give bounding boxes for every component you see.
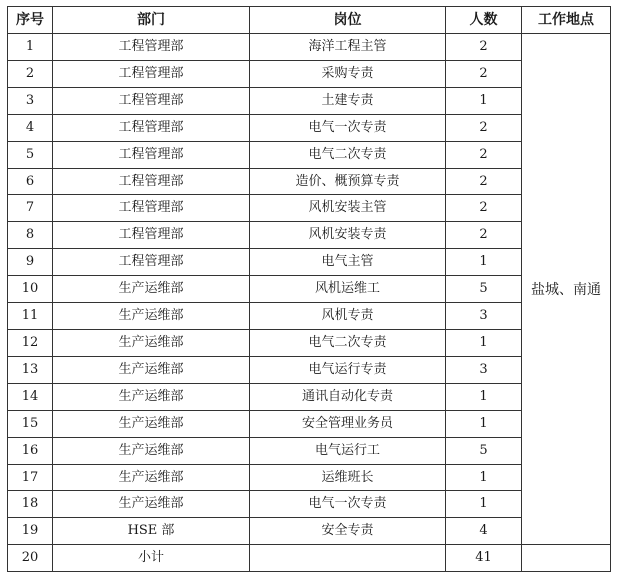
- cell-dept: 工程管理部: [53, 60, 250, 87]
- cell-dept: 生产运维部: [53, 329, 250, 356]
- table-row: [8, 195, 611, 222]
- table-row: [8, 249, 611, 276]
- cell-dept: 工程管理部: [53, 34, 250, 61]
- cell-seq: 18: [8, 491, 53, 518]
- header-seq: 序号: [8, 7, 53, 34]
- cell-count: 2: [446, 114, 522, 141]
- cell-count: 1: [446, 383, 522, 410]
- cell-post: 电气运行专责: [250, 356, 446, 383]
- cell-dept: 工程管理部: [53, 114, 250, 141]
- cell-post: 土建专责: [250, 87, 446, 114]
- cell-seq: 13: [8, 356, 53, 383]
- cell-dept: 工程管理部: [53, 222, 250, 249]
- table-row: [8, 34, 611, 61]
- cell-count: 1: [446, 491, 522, 518]
- cell-dept: 工程管理部: [53, 141, 250, 168]
- cell-dept: 生产运维部: [53, 276, 250, 303]
- table-row: [8, 303, 611, 330]
- cell-dept: 生产运维部: [53, 410, 250, 437]
- cell-post: 电气二次专责: [250, 141, 446, 168]
- cell-post: 海洋工程主管: [250, 34, 446, 61]
- header-location: 工作地点: [522, 7, 611, 34]
- table-row: [8, 276, 611, 303]
- cell-count: 1: [446, 249, 522, 276]
- header-post: 岗位: [250, 7, 446, 34]
- cell-seq: 19: [8, 518, 53, 545]
- cell-count: 2: [446, 60, 522, 87]
- cell-seq: 9: [8, 249, 53, 276]
- cell-count: 2: [446, 34, 522, 61]
- cell-post: 安全管理业务员: [250, 410, 446, 437]
- cell-count: 2: [446, 141, 522, 168]
- cell-count: 5: [446, 437, 522, 464]
- cell-count: 3: [446, 303, 522, 330]
- cell-seq: 14: [8, 383, 53, 410]
- cell-count: 2: [446, 222, 522, 249]
- cell-seq: 17: [8, 464, 53, 491]
- cell-seq: 2: [8, 60, 53, 87]
- cell-seq: 7: [8, 195, 53, 222]
- table-body: [8, 34, 611, 572]
- total-label: 小计: [53, 545, 250, 572]
- cell-dept: 工程管理部: [53, 87, 250, 114]
- cell-post: 电气二次专责: [250, 329, 446, 356]
- cell-post: 风机专责: [250, 303, 446, 330]
- table-row: [8, 60, 611, 87]
- cell-post: 通讯自动化专责: [250, 383, 446, 410]
- table-row: [8, 222, 611, 249]
- cell-dept: 生产运维部: [53, 383, 250, 410]
- table-row: [8, 87, 611, 114]
- cell-dept: 工程管理部: [53, 249, 250, 276]
- cell-count: 3: [446, 356, 522, 383]
- table-row: [8, 464, 611, 491]
- table-row: [8, 356, 611, 383]
- table-row: [8, 437, 611, 464]
- table-row: [8, 141, 611, 168]
- cell-dept: HSE 部: [53, 518, 250, 545]
- cell-dept: 生产运维部: [53, 303, 250, 330]
- cell-post: 风机运维工: [250, 276, 446, 303]
- total-post: [250, 545, 446, 572]
- table-row: [8, 329, 611, 356]
- total-location: [522, 545, 611, 572]
- header-dept: 部门: [53, 7, 250, 34]
- cell-count: 1: [446, 410, 522, 437]
- cell-post: 风机安装专责: [250, 222, 446, 249]
- cell-post: 电气一次专责: [250, 114, 446, 141]
- cell-count: 1: [446, 464, 522, 491]
- cell-count: 1: [446, 329, 522, 356]
- staffing-table: [7, 6, 611, 572]
- cell-count: 2: [446, 195, 522, 222]
- table-row: [8, 383, 611, 410]
- cell-seq: 10: [8, 276, 53, 303]
- cell-dept: 生产运维部: [53, 464, 250, 491]
- cell-post: 风机安装主管: [250, 195, 446, 222]
- cell-dept: 生产运维部: [53, 437, 250, 464]
- cell-dept: 生产运维部: [53, 491, 250, 518]
- cell-seq: 3: [8, 87, 53, 114]
- cell-seq: 15: [8, 410, 53, 437]
- cell-seq: 8: [8, 222, 53, 249]
- table-row: [8, 491, 611, 518]
- cell-seq: 12: [8, 329, 53, 356]
- cell-dept: 工程管理部: [53, 195, 250, 222]
- cell-seq: 1: [8, 34, 53, 61]
- table-row: [8, 410, 611, 437]
- cell-seq: 6: [8, 168, 53, 195]
- header-count: 人数: [446, 7, 522, 34]
- table-row: [8, 114, 611, 141]
- table-row: [8, 168, 611, 195]
- cell-seq: 4: [8, 114, 53, 141]
- cell-seq: 16: [8, 437, 53, 464]
- cell-seq: 11: [8, 303, 53, 330]
- table-row: [8, 518, 611, 545]
- cell-post: 电气运行工: [250, 437, 446, 464]
- cell-count: 4: [446, 518, 522, 545]
- cell-post: 电气一次专责: [250, 491, 446, 518]
- cell-post: 电气主管: [250, 249, 446, 276]
- cell-dept: 工程管理部: [53, 168, 250, 195]
- cell-post: 运维班长: [250, 464, 446, 491]
- total-seq: 20: [8, 545, 53, 572]
- cell-post: 造价、概预算专责: [250, 168, 446, 195]
- cell-seq: 5: [8, 141, 53, 168]
- cell-post: 安全专责: [250, 518, 446, 545]
- cell-location: 盐城、南通: [522, 34, 611, 545]
- cell-count: 1: [446, 87, 522, 114]
- total-row: [8, 545, 611, 572]
- header-row: [8, 7, 611, 34]
- cell-dept: 生产运维部: [53, 356, 250, 383]
- cell-count: 2: [446, 168, 522, 195]
- cell-count: 5: [446, 276, 522, 303]
- total-count: 41: [446, 545, 522, 572]
- cell-post: 采购专责: [250, 60, 446, 87]
